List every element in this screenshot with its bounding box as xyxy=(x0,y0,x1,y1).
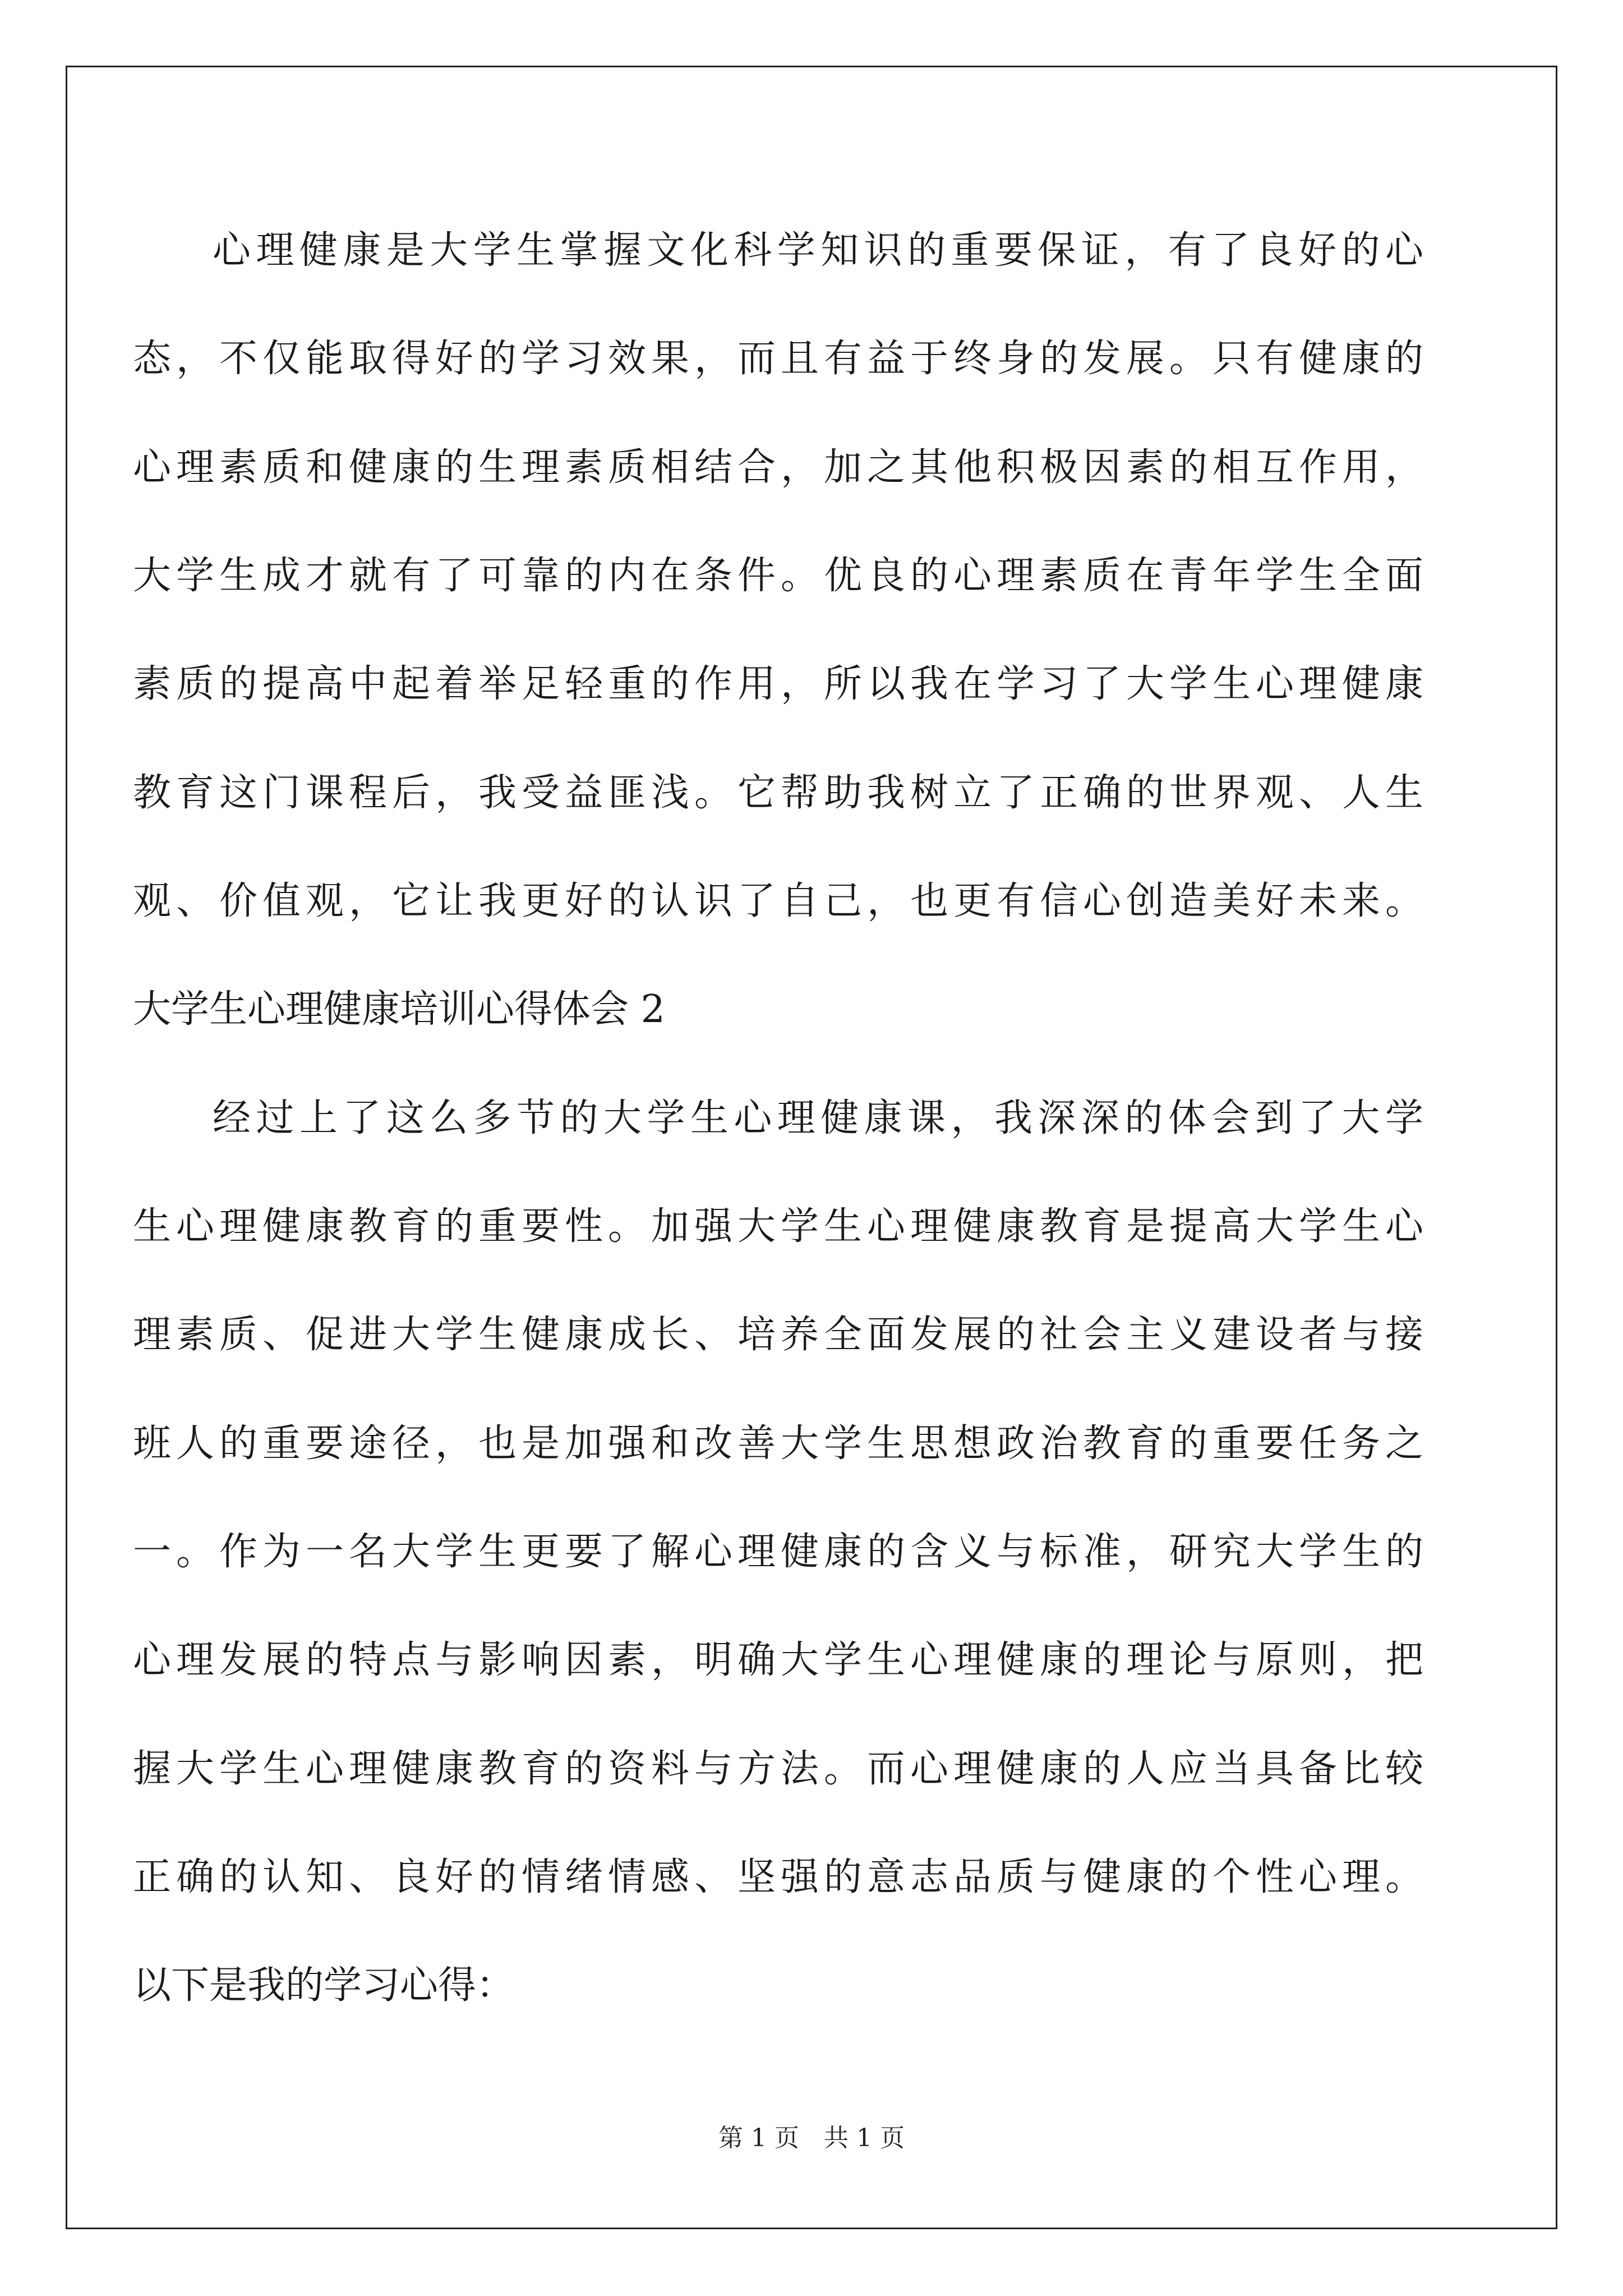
paragraph-2-line-7: 握大学生心理健康教育的资料与方法。而心理健康的人应当具备比较 xyxy=(133,1747,1423,1791)
paragraph-1-line-2: 态，不仅能取得好的学习效果，而且有益于终身的发展。只有健康的 xyxy=(133,337,1423,381)
page-number-footer: 第 1 页 共 1 页 xyxy=(718,2124,905,2152)
paragraph-2-line-5: 一。作为一名大学生更要了解心理健康的含义与标准，研究大学生的 xyxy=(133,1530,1423,1574)
paragraph-1-line-3: 心理素质和健康的生理素质相结合，加之其他积极因素的相互作用， xyxy=(133,445,1423,490)
paragraph-1-line-5: 素质的提高中起着举足轻重的作用，所以我在学习了大学生心理健康 xyxy=(133,662,1423,706)
paragraph-1-line-4: 大学生成才就有了可靠的内在条件。优良的心理素质在青年学生全面 xyxy=(133,554,1423,598)
paragraph-2-line-2: 生心理健康教育的重要性。加强大学生心理健康教育是提高大学生心 xyxy=(133,1204,1423,1249)
paragraph-2-line-8: 正确的认知、良好的情绪情感、坚强的意志品质与健康的个性心理。 xyxy=(133,1855,1423,1899)
paragraph-2-line-3: 理素质、促进大学生健康成长、培养全面发展的社会主义建设者与接 xyxy=(133,1313,1423,1357)
paragraph-2-line-6: 心理发展的特点与影响因素，明确大学生心理健康的理论与原则，把 xyxy=(133,1638,1423,1682)
paragraph-2-line-1: 经过上了这么多节的大学生心理健康课，我深深的体会到了大学 xyxy=(213,1096,1423,1140)
paragraph-1-line-6: 教育这门课程后，我受益匪浅。它帮助我树立了正确的世界观、人生 xyxy=(133,771,1423,815)
paragraph-2-line-9: 以下是我的学习心得： xyxy=(133,1963,515,2008)
paragraph-2-line-4: 班人的重要途径，也是加强和改善大学生思想政治教育的重要任务之 xyxy=(133,1421,1423,1466)
paragraph-1-line-7: 观、价值观，它让我更好的认识了自己，也更有信心创造美好未来。 xyxy=(133,879,1423,923)
section-title: 大学生心理健康培训心得体会 2 xyxy=(133,987,665,1032)
paragraph-1-line-1: 心理健康是大学生掌握文化科学知识的重要保证，有了良好的心 xyxy=(213,228,1423,273)
